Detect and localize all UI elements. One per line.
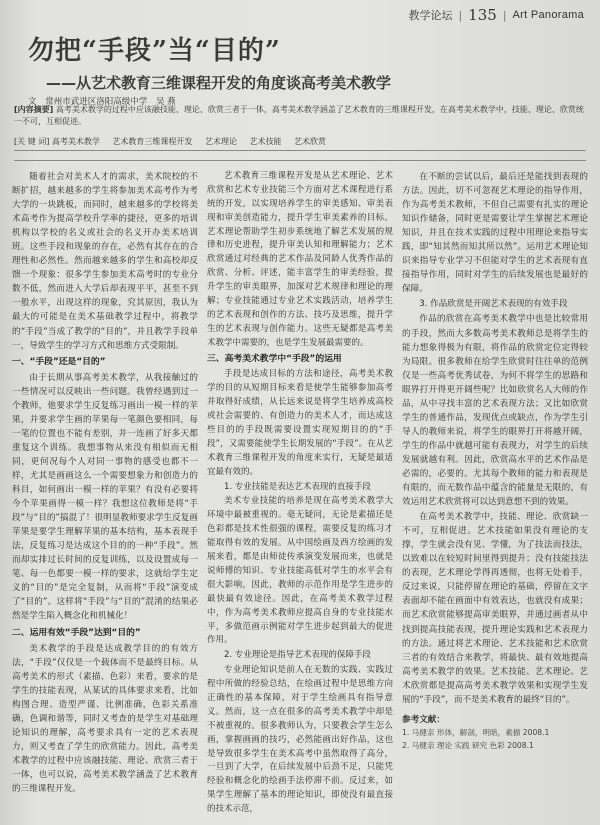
reference-item: 2. 马健亲 理论 实践 研究 色彩 2008.1: [402, 740, 534, 750]
author-affiliation: 常州市武进区洛阳高级中学: [45, 97, 148, 107]
abstract-label: [内容摘要]: [14, 105, 54, 114]
body-paragraph: 作品的欣赏在高考美术教学中也是比较常用的手段，然而大多数高考美术教师总是将学生的能力想象得极为有限，将作品的欣赏定位定得较为局限。很多教师在给学生欣赏时往往单的范例仅是一些高考优秀试卷，为何不将学生的思路和眼界打开得更开阔些呢？比如欣赏名人大师的作品，从中寻找丰富的艺术表现方法；又比如欣赏学生的普通作品，发现优点或缺点，作为学生引导人的教师来说，将学生的眼界打开将越开阔，学生的作品中就越可能有表现力，对学生的后续发展就越有利。因此，欣赏高水平的艺术作品是必需的，必要的。尤其每个教师的能力和表现是有限的，而无数作品中蕴含的能量是无限的，有效运用艺术欣赏将可以达到意想不到的效果。: [402, 314, 588, 508]
section-heading: 三、高考美术教学中“手段”的运用: [207, 353, 342, 364]
keyword: 高考美术教学: [51, 137, 100, 146]
keyword: 艺术技能: [249, 137, 282, 146]
body-paragraph: 2. 专业理论是指导艺术表现的保障手段: [224, 650, 371, 661]
author-name: 吴 燕: [155, 97, 176, 107]
keywords: [14, 136, 586, 147]
body-column-1: [12, 170, 198, 797]
body-paragraph: 随着社会对美术人才的需求，美术院校的不断扩招，越来越多的学生将参加美术高考作为考大学的一块跳板，而同时，越来越多的学校将美术高考作为提高学校升学率的捷径，更多的培训机构以学校的名义或社会的名义开办美术培训班。这些手段和现象的存在，必然有其存在的合理性和必然性。然而越来越多的学生和高校却反馈一个现象：很多学生参加美术高考时的专业分数不低，然而进入大学后却表现平平，甚至不到一般水平，出现这样的现象，究其原因，我认为最大的可能是在美术基础教学过程中，将教学的“手段”当成了教学的“目的”，并且教学手段单一，导致学生的学习方式和思维方式受限制。: [12, 172, 198, 351]
body-paragraph: 3. 作品欣赏是开阔艺术表现的有效手段: [419, 299, 568, 310]
separator: |: [502, 8, 507, 22]
divider: [14, 150, 586, 151]
reference-item: 1. 马健亲 形体，解剖，明暗，素描 2008.1: [402, 727, 550, 737]
references-heading: 参考文献：: [402, 714, 445, 725]
page-number: 135: [468, 6, 497, 24]
section-name: Art Panorama: [512, 9, 584, 21]
body-column-2: [207, 170, 393, 818]
keyword: 艺术教育三维课程开发: [112, 137, 193, 146]
abstract: [14, 104, 586, 128]
section-heading: 二、运用有效“手段”达到“目的”: [12, 627, 141, 638]
article-subtitle: ——从艺术教育三维课程开发的角度谈高考美术教学: [46, 74, 392, 92]
body-paragraph: 手段是达成目标的方法和途径，高考美术教学的目的从短期目标来看是使学生能够参加高考并取得好成绩，从长远来说是将学生培养成高校或社会需要的、有创造力的美术人才，而达成这些目的的手段既需要设置实现短期目的的“手段”，又需要能使学生长期发展的“手段”。在从艺术教育三维课程开发的角度来实行，无疑是最适宜最有效的。: [207, 369, 393, 477]
body-paragraph: 美术教学的手段是达成教学目的的有效方法，“手段”仅仅是一个载体而不是最终目标。从高考美术的形式（素描、色彩）来看，要求的是学生的技能表现，从某试的具体要求来看，比如构图合理、造型严谨、比例准确，色彩关系准确，色调和谐等，同时又考查的是学生对基础理论知识的理解，高考要求具有一定的艺术表现力，则又考查了学生的欣赏能力。因此，高考美术教学的过程中应该融技能、理论、欣赏三者于一体，也可以说，高考美术教学涵盖了艺术教育的三维课程开发。: [12, 643, 198, 795]
keyword: 艺术欣赏: [294, 137, 327, 146]
divider: [14, 160, 586, 161]
body-paragraph: 在高考美术教学中，技能、理论、欣赏缺一不可，互相促进。艺术技能如果没有理论的支撑，学生就会没有见、学懂，为了技法而技法，以致难以在较短时间里得到提升；没有技能技法的表现，艺术理论学得再透彻，也将无处着手，反过来说，只能停留在理论的基础，停留在文字表面却不能在画面中有效表达，也就没有成果；而艺术欣赏能够提高审美眼界，并通过画者从中找到提高技能表现，提升理论实践和艺术表现力的方法。通过将艺术理论、艺术技能和艺术欣赏三者的有效结合来教学，将最快、最有效地提高高考美术教学的效果。艺术技能、艺术理论、艺术欣赏都是提高高考美术教学效果和实现学生发展的“手段”，而不是美术教育的最终“目的”。: [402, 512, 588, 705]
body-paragraph: 1. 专业技能是表达艺术表现的直接手段: [224, 481, 371, 492]
separator: |: [458, 8, 463, 22]
keyword: 艺术理论: [204, 137, 237, 146]
article-title: 勿把“手段”当“目的”: [28, 36, 281, 66]
body-paragraph: 专业理论知识是前人在无数的实践、实践过程中所做的经验总结，在绘画过程中是思维方向正确性的基本保障，对于学生绘画具有指导意义。然而，这一点在很多的高考美术教学中却是不被重视的。很多教师认为，只要教会学生怎么画，掌握画画的技巧，必然能画出好作品，这也是导致很多学生在美术高考中虽然取得了高分，一旦到了大学，在后续发展中后劲不足，只能凭经验和概念化的绘画手法停滞不前。反过来，如果学生理解了基本的理论知识，即使没有最直接的技术示范，: [207, 665, 393, 815]
body-paragraph: 在不断的尝试以后，最后还是能找到表现的方法。因此，切不可忽视艺术理论的指导作用，作为高考美术教师，不但自己需要有扎实的理论知识作储备，同时更是需要让学生掌握艺术理论知识，并且在技术实践的过程中用理论来指导实践，即“知其然而知其所以然”。运用艺术理论知识来指导专业学习不但能对学生的艺术表现有直接指导作用，同时对学生的后续发展也是最好的保障。: [402, 172, 588, 295]
keywords-label: [关 键 词]: [14, 137, 50, 146]
author-prefix: 文: [28, 97, 37, 107]
body-paragraph: 美术专业技能的培养是现在高考美术教学大环境中最被重视的。毫无疑问，无论是素描还是色彩都是技术性很强的课程，需要反复的练习才能取得有效的发展。从中国绘画及西方绘画的发展来看，都是由师徒传承演变发展而来，也就是说师傅的知识、专业技能高低对学生的水平会有很大影响，因此，教师的示范作用是学生进步的最快最有效途径。因此，在高考美术教学过程中，作为高考美术教师应提高自身的专业技能水平，多做范画示例能对学生进步起到最大的促进作用。: [207, 496, 393, 646]
section-heading: 一、“手段”还是“目的”: [12, 356, 106, 367]
journal-name: 教学论坛: [408, 9, 453, 22]
body-column-3: [402, 170, 588, 753]
body-paragraph: 由于长期从事高考美术教学，从我接触过的一些情况可以反映出一些问题。我曾经遇到过一个教师，他要求学生反复练习画出一模一样的苹果，并要求学生画的苹果每一笔颜色要相同，每一笔的位置也不能有差别，并一连画了好多天都重复这个训练。我想事物从来没有相似而无相同，更何况每个人对同一事物的感受也都不一样，尤其是画画这么一个需要想象力和创造力的科目，如何画出一模一样的苹果？有没有必要将今个苹果画得一模一样？我想这位教师是将“手段”与“目的”搞混了！很明显教师要求学生反复画苹果是要学生理解苹果的基本结构，基本表现手法，反复练习是达成这个目的的一种“手段”。然而却实排过长时间的反复训练，以及设置成每一笔、每一色都要一模一样的要求，这就给学生定义的“目的”是完全复制，从而将“手段”演变成了“目的”。这样将“手段”与“目的”混淆的结果必然是学生陷入概念化和机械化！: [12, 372, 198, 622]
running-head: [408, 6, 584, 24]
abstract-text: 高考美术教学的过程中应该融技能、理论、欣赏三者于一体，高考美术教学涵盖了艺术教育的三维课程开发，在高考美术教学中，技能、理论、欣赏统一不可，互相促进。: [14, 105, 584, 126]
body-paragraph: 艺术教育三维课程开发是从艺术理论、艺术欣赏和艺术专业技能三个方面对艺术课程进行系统的开发，以实现培养学生的审美感知、审美表现和审美创造能力，提升学生审美素养的目标。艺术理论帮助学生初步系统地了解艺术发展的规律和历史进程，提升审美认知和理解能力；艺术欣赏通过对经典的艺术作品及同龄人优秀作品的欣赏、分析、评述，能丰富学生的审美经验，提升学生的审美眼界，加深对艺术规律和理论的理解；专业技能通过专业艺术实践活动，培养学生的艺术表现和创作的方法、技巧及思维，提升学生的艺术表现与创作能力。这些无疑都是高考美术教学中需要的，也是学生发展最需要的。: [207, 171, 393, 348]
